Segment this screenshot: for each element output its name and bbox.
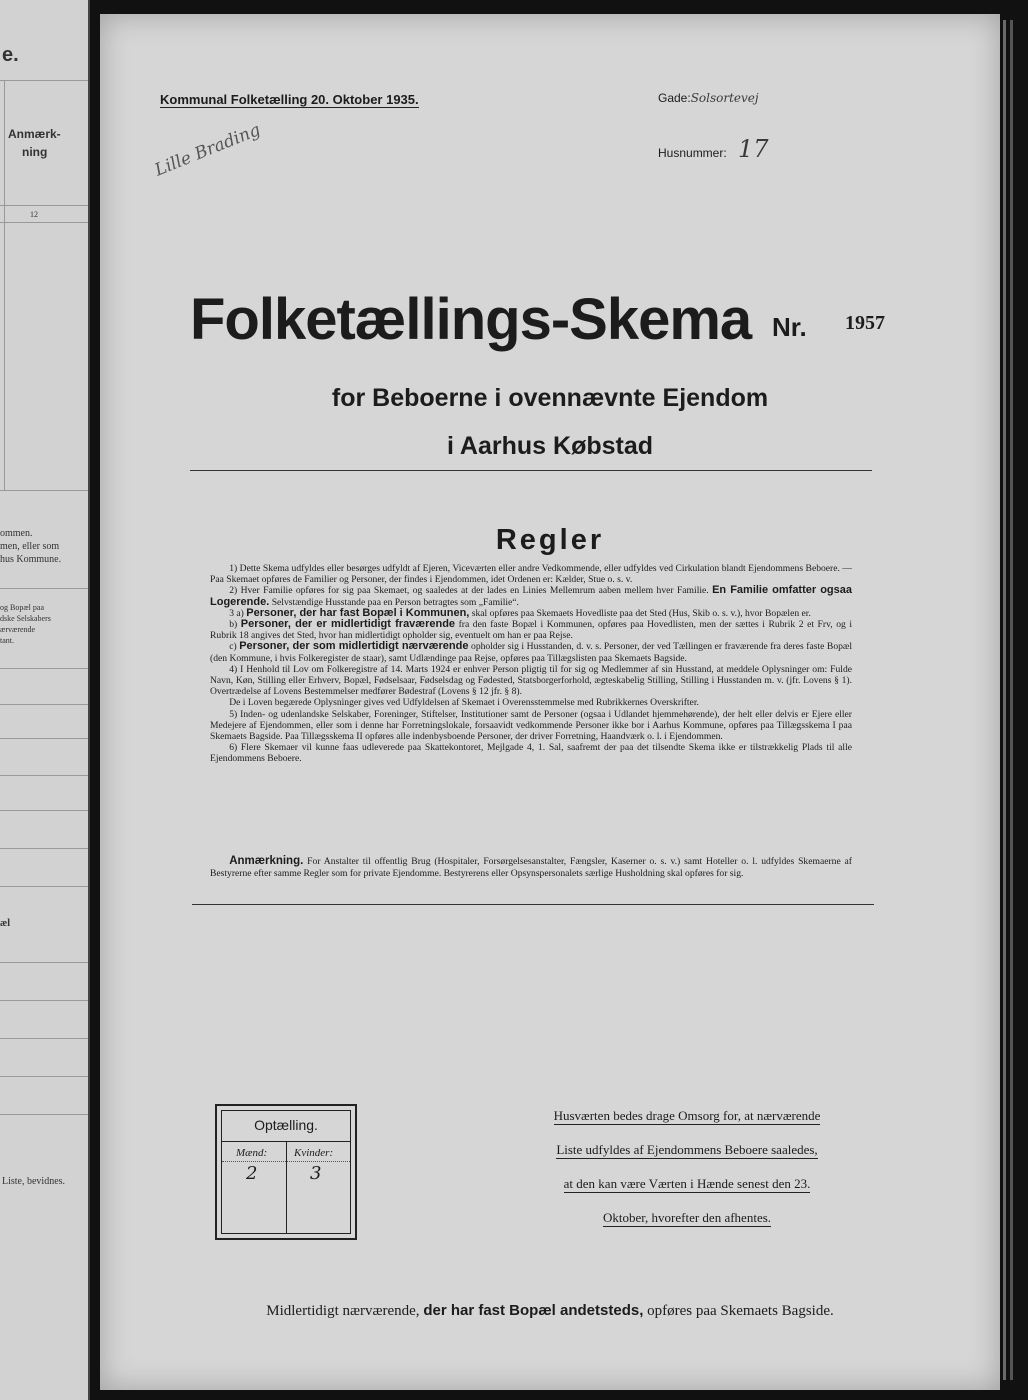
notice-line-3: at den kan være Værten i Hænde senest den 23.: [563, 1176, 811, 1191]
count-box: [215, 1104, 357, 1240]
rules-heading: Regler: [495, 524, 605, 556]
rule-1: 1) Dette Skema udfyldes eller besørges udfyldt af Ejeren, Viceværten eller andre Vedkommende, eller udfyldes ved Cirkulation blandt Ejendommens Beboere. — Paa Skemaet opføres de Familier og Personer, der findes i Ejendommen, idet Ordenen er: Kælder, Stue o. s. v.: [210, 563, 852, 586]
men-count: 2: [246, 1163, 258, 1184]
remark-text: For Anstalter til offentlig Brug (Hospitaler, Forsørgelsesanstalter, Fængsler, Kaserner o. s. v.) samt Hoteller o. l. udfyldes Skemaerne af Bestyrerne efter samme Regler som for private Ejendomme. Bestyrerens eller Opsynspersonalets særlige Husholdning skal opføres for sig.: [210, 856, 852, 879]
rules-text: [210, 563, 852, 765]
rule-3b: b) Personer, der er midlertidigt fraværende fra den faste Bopæl i Kommunen, opføres paa Hovedlisten, men der sættes i Rubrik 2 et Frv, og i Rubrik 18 angives det Sted, hvor han midlertidigt opholder sig, eventuelt om han er paa Rejse.: [210, 618, 853, 642]
nr-label: Nr.: [772, 312, 807, 342]
landlord-notice: [518, 1108, 856, 1244]
street-value: Solsortevej: [690, 91, 759, 105]
footer-note: Midlertidigt nærværende, der har fast Bopæl andetsteds, opføres paa Skemaets Bagside.: [266, 1302, 834, 1319]
left-frag-1: ommen.: [0, 528, 33, 539]
rule-4: 4) I Henhold til Lov om Folkeregistre af 14. Marts 1924 er enhver Person pligtig til for sig og Medlemmer af sin Husstand, at meddele Oplysninger om: Fulde Navn, Køn, Stilling eller Erhverv, Bopæl, Fødselsaar, Fødselsdag og Fødested, Statsborgerforhold, ægteskabelig Stilling, Stilling i Husstanden m. v. (jfr. Lovens § 1). Overtrædelse af Lovens Bestemmelser medfører Bødestraf (Lovens § 12 jfr. § 8).: [210, 663, 852, 698]
subtitle-residents: for Beboerne i ovennævnte Ejendom: [331, 384, 769, 412]
remark-label: Anmærkning.: [229, 855, 304, 867]
left-frag-3: hus Kommune.: [0, 554, 62, 565]
census-header: Kommunal Folketælling 20. Oktober 1935.: [160, 92, 419, 107]
house-number-field: [658, 135, 769, 163]
rule-3c: c) Personer, der som midlertidigt nærværende opholder sig i Husstanden, d. v. s. Personer, der ved Tællingen er fraværende fra deres faste Bopæl (den Kommune, i hvis Folkeregister de staar), samt Udlændinge paa Rejse, opføres paa Tillægslisten paa Skemaets Bagside.: [210, 640, 852, 664]
rule-5: 5) Inden- og udenlandske Selskaber, Foreninger, Stiftelser, Institutioner samt de Personer (ogsaa i Udlandet hjemmehørende), der helt eller delvis er Ejere eller Medejere af Ejendommen, eller som i denne har Forretningslokale, forsaavidt vedkommende Personer ikke bor i Aarhus Kommune, opføres paa Tillægsskema I paa Skemaets Bagside. Paa Tillægsskema II opføres alle indenbysboende Personer, der driver Forretning, Haandværk o. l. i Ejendommen.: [210, 708, 852, 743]
left-frag-5: dske Selskabers: [0, 614, 51, 623]
street-label: Gade:: [658, 91, 691, 105]
house-number-value: 17: [738, 135, 769, 163]
left-frag-9: Liste, bevidnes.: [2, 1176, 66, 1187]
women-label: Kvinder:: [294, 1147, 334, 1159]
left-col-header-2: ning: [22, 145, 48, 159]
rule-2: 2) Hver Familie opføres for sig paa Skemaet, og saaledes at der lades en Linies Mellemrum aaben mellem hver Familie. En Familie omfatter ogsaa Logerende. Selvstændige Husstande paa en Person betragtes som „Familie“.: [210, 584, 852, 608]
notice-line-4: Oktober, hvorefter den afhentes.: [602, 1210, 772, 1225]
count-title: Optælling.: [254, 1117, 318, 1133]
notice-line-2: Liste udfyldes af Ejendommens Beboere saaledes,: [556, 1142, 818, 1157]
census-form-page: [100, 14, 1000, 1390]
rule-4-note: De i Loven begærede Oplysninger gives ved Udfyldelsen af Skemaet i Overensstemmelse med Rubrikkernes Overskrifter.: [229, 697, 699, 709]
rule-6: 6) Flere Skemaer vil kunne faas udleverede paa Skattekontoret, Mejlgade 4, 1. Sal, saafremt der paa det tilsendte Skema ikke er tilstrækkelig Plads til alle Ejendommens Beboere.: [210, 742, 852, 765]
women-count: 3: [310, 1163, 322, 1184]
left-col-num: 12: [30, 210, 38, 219]
margin-handwritten-note: Lille Brading: [152, 120, 264, 181]
remark-paragraph: [210, 856, 852, 879]
left-frag-6: ærværende: [0, 625, 36, 634]
left-frag-4: og Bopæl paa: [0, 603, 44, 612]
notice-line-1: Husværten bedes drage Omsorg for, at nærværende: [553, 1108, 821, 1123]
divider-top: [190, 470, 872, 471]
house-number-label: Husnummer:: [658, 146, 727, 160]
street-field: [658, 91, 759, 105]
rule-3a: 3 a) Personer, der har fast Bopæl i Kommunen, skal opføres paa Skemaets Hovedliste paa det Sted (Hus, Skib o. s. v.), hvor Bopælen er.: [229, 606, 811, 619]
form-number: 1957: [845, 312, 885, 334]
form-title: Folketællings-Skema: [190, 287, 752, 352]
left-frag-8: æl: [0, 918, 10, 929]
left-frag-7: tant.: [0, 636, 14, 645]
divider-bottom: [192, 904, 874, 905]
subtitle-city: i Aarhus Købstad: [446, 432, 654, 460]
left-letter: e.: [2, 44, 19, 66]
left-page-fragment: [0, 0, 90, 1400]
left-frag-2: men, eller som: [0, 541, 60, 552]
men-label: Mænd:: [236, 1147, 268, 1159]
left-col-header-1: Anmærk-: [8, 127, 61, 141]
